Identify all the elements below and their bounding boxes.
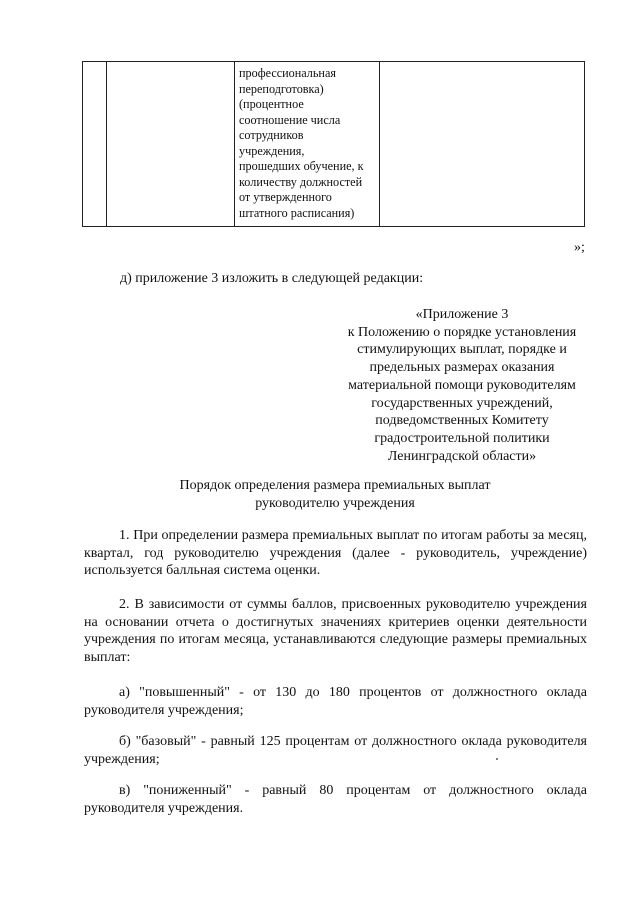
paragraph-1: 1. При определении размера премиальных выплат по итогам работы за месяц, квартал, год руководителю учреждения (далее - руководитель, учреждение) используется балльная система оценки. [84, 528, 587, 578]
criteria-table-fragment [82, 61, 585, 227]
table-cell-indicator [235, 62, 380, 227]
appendix-header: «Приложение 3 к Положению о порядке установления стимулирующих выплат, порядке и предельных размерах оказания материальной помощи руководителям государственных учреждений, подведомственных Комитету градостроительной политики Ленинградской области» [347, 307, 577, 464]
amendment-intro: д) приложение 3 изложить в следующей редакции: [120, 271, 424, 286]
section-title: Порядок определения размера премиальных выплат руководителю учреждения [179, 478, 491, 511]
item-v: в) "пониженный" - равный 80 процентам от должностного оклада руководителя учреждения. [84, 783, 587, 816]
indicator-text: профессиональная переподготовка) (процентное соотношение числа сотрудников учреждения, прошедших обучение, к количеству должностей от утвержденного штатного расписания) [239, 66, 364, 220]
item-a: а) "повышенный" - от 130 до 180 процентов от должностного оклада руководителя учреждения; [84, 685, 587, 718]
table-cell-criterion [107, 62, 235, 227]
closing-quote: »; [574, 240, 585, 255]
table-cell-number [83, 62, 107, 227]
scan-speck [496, 758, 498, 760]
table-cell-score [380, 62, 585, 227]
table-row [83, 62, 585, 227]
item-b: б) "базовый" - равный 125 процентам от должностного оклада руководителя учреждения; [84, 734, 587, 767]
paragraph-2: 2. В зависимости от суммы баллов, присвоенных руководителю учреждения на основании отчета о достигнутых значениях критериев оценки деятельности учреждения по итогам месяца, устанавливаются следующие размеры премиальных выплат: [84, 597, 587, 665]
